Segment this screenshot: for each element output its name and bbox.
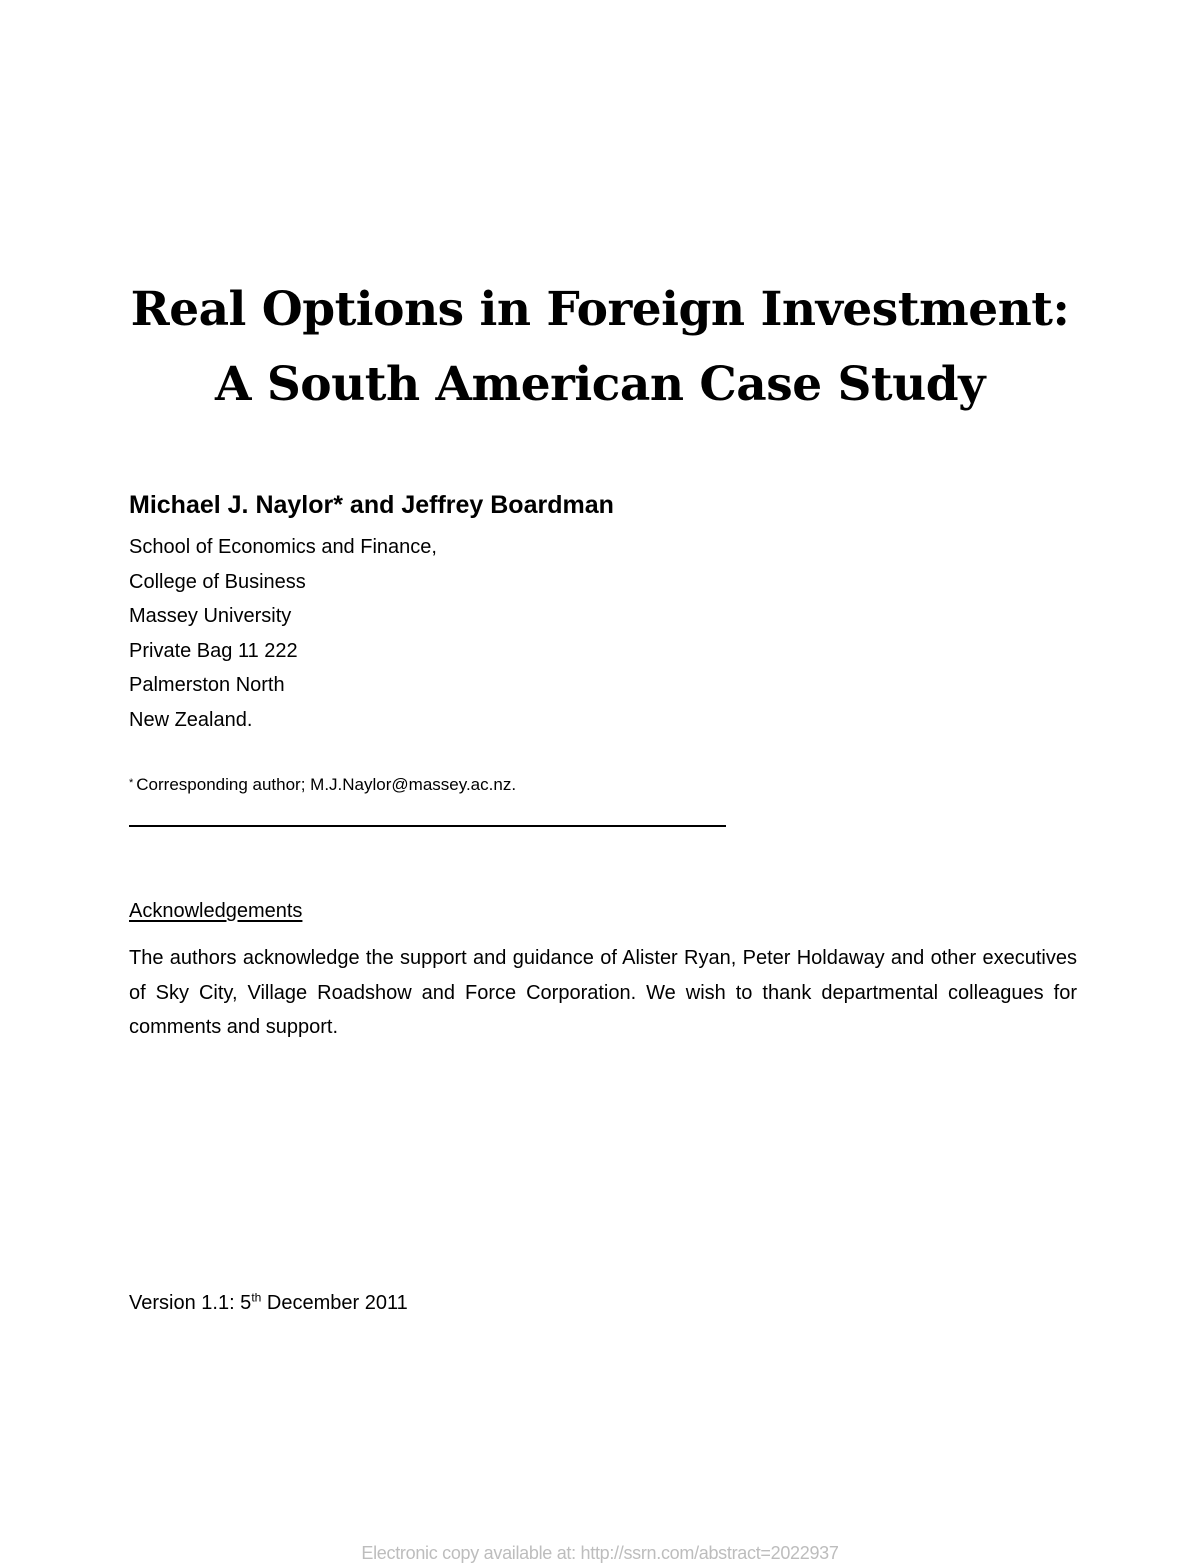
corresponding-author-footnote bbox=[129, 772, 516, 798]
title-line-2: A South American Case Study bbox=[215, 357, 985, 412]
version-superscript: th bbox=[251, 1290, 262, 1305]
author-names: Michael J. Naylor* and Jeffrey Boardman bbox=[129, 491, 614, 519]
affiliation-line-school: School of Economics and Finance, bbox=[129, 536, 437, 558]
version-line bbox=[129, 1288, 408, 1318]
affiliation-line-university: Massey University bbox=[129, 605, 292, 627]
version-suffix: December 2011 bbox=[261, 1292, 408, 1314]
acknowledgements-body: The authors acknowledge the support and guidance of Alister Ryan, Peter Holdaway and other executives of Sky City, Village Roadshow and Force Corporation. We wish to thank departmental colleagues for comments and support. bbox=[129, 947, 1077, 1038]
horizontal-rule bbox=[129, 825, 726, 827]
affiliation-block bbox=[129, 530, 437, 737]
affiliation-line-postal: Private Bag 11 222 bbox=[129, 639, 298, 662]
paper-title bbox=[0, 272, 1200, 422]
affiliation-line-college: College of Business bbox=[129, 570, 306, 593]
title-line-1: Real Options in Foreign Investment: bbox=[130, 282, 1070, 337]
acknowledgements-heading: Acknowledgements bbox=[129, 900, 303, 922]
ssrn-footer-link[interactable]: Electronic copy available at: http://ssrn.com/abstract=2022937 bbox=[361, 1543, 839, 1563]
affiliation-line-city: Palmerston North bbox=[129, 674, 285, 696]
footnote-marker: * bbox=[129, 777, 134, 789]
affiliation-line-country: New Zealand. bbox=[129, 708, 253, 731]
version-prefix: Version 1.1: 5 bbox=[129, 1292, 252, 1314]
footnote-text: Corresponding author; M.J.Naylor@massey.ac.nz. bbox=[136, 775, 517, 794]
